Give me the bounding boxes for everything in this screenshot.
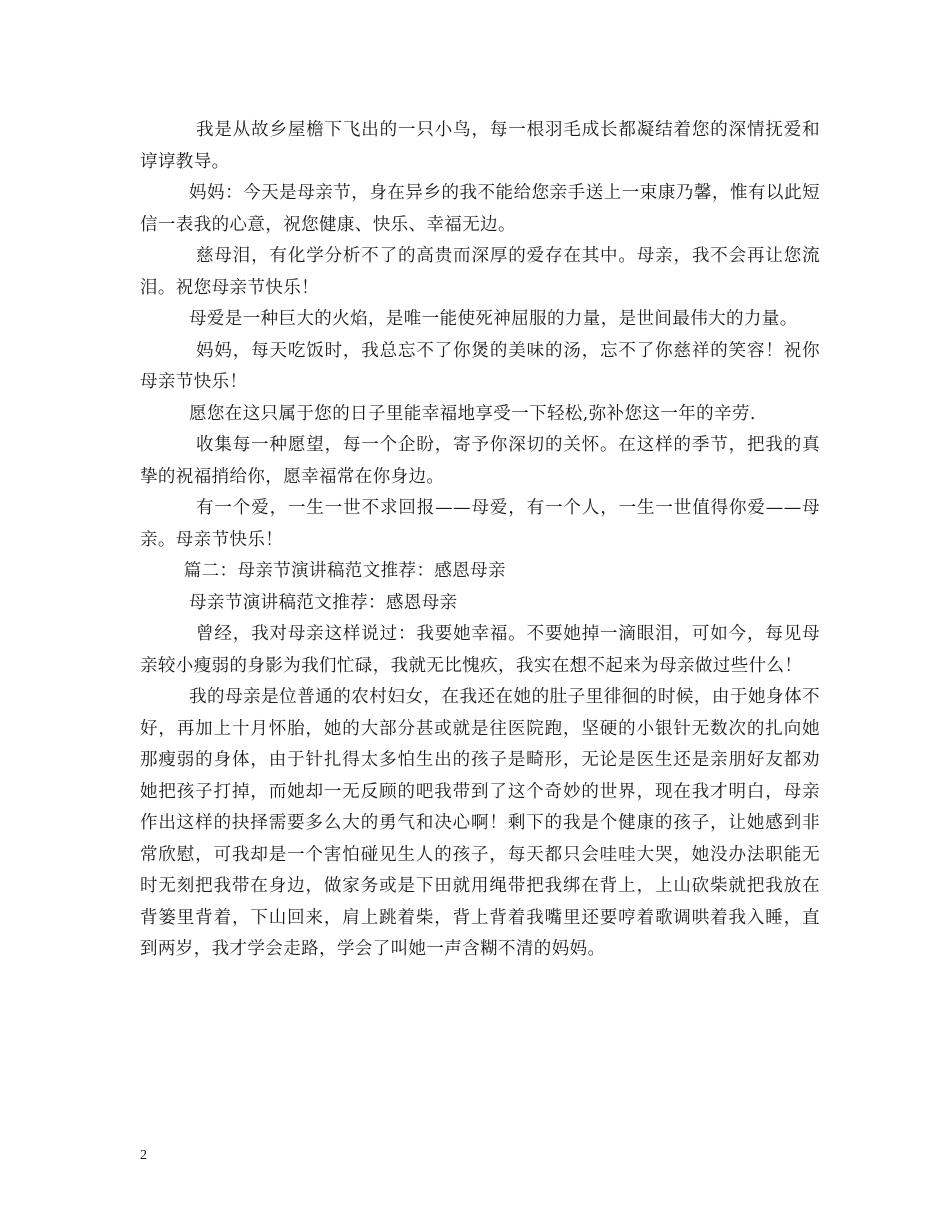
paragraph: 曾经，我对母亲这样说过：我要她幸福。不要她掉一滴眼泪，可如今，每见母亲较小瘦弱的身影为我们忙碌，我就无比愧疚，我实在想不起来为母亲做过些什么！ xyxy=(140,624,820,676)
paragraph: 有一个爱，一生一世不求回报——母爱，有一个人，一生一世值得你爱——母亲。母亲节快乐！ xyxy=(140,498,820,550)
paragraph: 我是从故乡屋檐下飞出的一只小鸟，每一根羽毛成长都凝结着您的深情抚爱和谆谆教导。 xyxy=(140,120,820,172)
paragraph: 妈妈：今天是母亲节，身在异乡的我不能给您亲手送上一束康乃馨，惟有以此短信一表我的心意，祝您健康、快乐、幸福无边。 xyxy=(140,183,820,235)
page-number: 2 xyxy=(140,1148,147,1163)
article-title: 母亲节演讲稿范文推荐：感恩母亲 xyxy=(189,592,458,613)
paragraph: 我的母亲是位普通的农村妇女，在我还在她的肚子里徘徊的时候，由于她身体不好，再加上十月怀胎，她的大部分甚或就是往医院跑，坚硬的小银针无数次的扎向她那瘦弱的身体，由于针扎得太多怕生出的孩子是畸形，无论是医生还是亲朋好友都劝她把孩子打掉，而她却一无反顾的吧我带到了这个奇妙的世界，现在我才明白，母亲作出这样的抉择需要多么大的勇气和决心啊！剩下的我是个健康的孩子，让她感到非常欣慰，可我却是一个害怕碰见生人的孩子，每天都只会哇哇大哭，她没办法职能无时无刻把我带在身边，做家务或是下田就用绳带把我绑在背上，上山砍柴就把我放在背篓里背着，下山回来，肩上跳着柴，背上背着我嘴里还要哼着歌调哄着我入睡，直到两岁，我才学会走路，学会了叫她一声含糊不清的妈妈。 xyxy=(140,687,820,959)
paragraph: 愿您在这只属于您的日子里能幸福地享受一下轻松,弥补您这一年的辛劳. xyxy=(189,403,756,424)
section-heading: 篇二：母亲节演讲稿范文推荐：感恩母亲 xyxy=(183,561,506,581)
paragraph: 慈母泪，有化学分析不了的高贵而深厚的爱存在其中。母亲，我不会再让您流泪。祝您母亲节快乐！ xyxy=(140,246,820,298)
paragraph: 收集每一种愿望，每一个企盼，寄予你深切的关怀。在这样的季节，把我的真挚的祝福捎给你，愿幸福常在你身边。 xyxy=(140,435,820,487)
paragraph: 妈妈，每天吃饭时，我总忘不了你煲的美味的汤，忘不了你慈祥的笑容！祝你母亲节快乐！ xyxy=(140,340,820,392)
paragraph: 母爱是一种巨大的火焰，是唯一能使死神屈服的力量，是世间最伟大的力量。 xyxy=(189,309,798,329)
page-body xyxy=(140,115,820,966)
